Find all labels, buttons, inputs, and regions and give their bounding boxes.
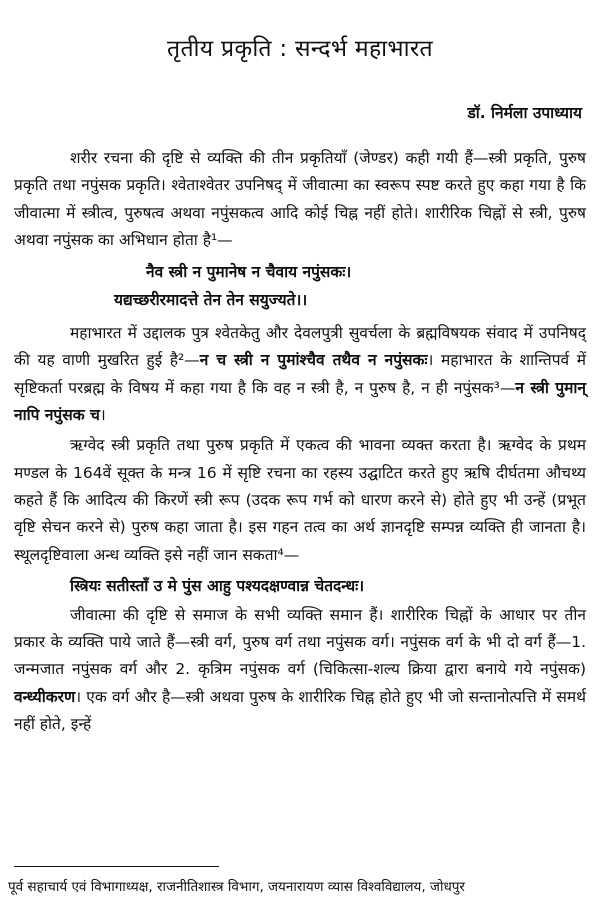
paragraph-2-text-e: ।	[99, 406, 106, 425]
paragraph-2-quote-2: न स्त्री पुमान् नापि नपुंसक च	[14, 378, 587, 425]
paragraph-2-text-c: । महाभारत के शान्तिपर्व में सृष्टिकर्ता परब्रह्म के विषय में कहा गया है कि वह न स्त्री है, न पुरुष है, न ही नपुंसक³—	[14, 351, 586, 397]
paragraph-2-quote-1: न च स्त्री न पुमांश्चैव तथैव न नपुंसकः	[199, 351, 428, 370]
page-title: तृतीय प्रकृति : सन्दर्भ महाभारत	[167, 36, 433, 62]
paragraph-4-text-a: जीवात्मा की दृष्टि से समाज के सभी व्यक्ति समान हैं। शारीरिक चिह्नों के आधार पर तीन प्रकार के व्यक्ति पाये जाते हैं—स्त्री वर्ग, पुरुष वर्ग तथा नपुंसक वर्ग। नपुंसक वर्ग के भी दो वर्ग हैं—1. जन्मजात नपुंसक वर्ग और 2. कृत्रिम नपुंसक वर्ग (चिकित्सा-शल्य क्रिया द्वारा बनाये गये नपुंसक)	[14, 605, 586, 679]
paragraph-4-term: वन्ध्यीकरण	[14, 687, 76, 706]
paragraph-2	[14, 320, 586, 429]
verse-1-line-2: यद्यच्छरीरमादत्ते तेन तेन सयुज्यते।।	[114, 291, 308, 310]
paragraph-4	[14, 602, 586, 738]
paragraph-1: शरीर रचना की दृष्टि से व्यक्ति की तीन प्रकृतियाँ (जेण्डर) कही गयी हैं—स्त्री प्रकृति, पुरुष प्रकृति तथा नपुंसक प्रकृति। श्वेताश्वेतर उपनिषद् में जीवात्मा का स्वरूप स्पष्ट करते हुए कहा गया है कि जीवात्मा में स्त्रीत्व, पुरुषत्व अथवा नपुंसकत्व आदि कोई चिह्न नहीं होते। शारीरिक चिह्नों से स्त्री, पुरुष अथवा नपुंसक का अभिधान होता है¹—	[14, 149, 586, 249]
paragraph-3: ऋग्वेद स्त्री प्रकृति तथा पुरुष प्रकृति में एकत्व की भावना व्यक्त करता है। ऋग्वेद के प्रथम मण्डल के 164वें सूक्त के मन्त्र 16 में सृष्टि रचना का रहस्य उद्घाटित करते हुए ऋषि दीर्घतमा औचथ्य कहते हैं कि आदित्य की किरणें स्त्री रूप (उदक रूप गर्भ को धारण करने से) होते हुए भी उन्हें (प्रभूत वृष्टि सेचन करने से) पुरुष कहा जाता है। इस गहन तत्व का अर्थ ज्ञानदृष्टि सम्पन्न व्यक्ति ही जानता है। स्थूलदृष्टिवाला अन्ध व्यक्ति इसे नहीं जान सकता⁴—	[14, 436, 586, 564]
paragraph-4-text-c: । एक वर्ग और है—स्त्री अथवा पुरुष के शारीरिक चिह्न होते हुए भी जो सन्तानोत्पत्ति में समर्थ नहीं होते, इन्हें	[14, 687, 586, 734]
author-name: डॉ. निर्मला उपाध्याय	[467, 104, 582, 122]
article-body	[14, 145, 586, 741]
footnote: पूर्व सहाचार्य एवं विभागाध्यक्ष, राजनीतिशास्त्र विभाग, जयनारायण व्यास विश्वविद्यालय, जोधपुर	[8, 879, 465, 895]
verse-2: स्त्रियः सतीस्ताँ उ मे पुंस आहु पश्यदक्षण्वान्न चेतदन्धः।	[70, 576, 365, 595]
verse-1-line-1: नैव स्त्री न पुमानेष न चैवाय नपुंसकः।	[146, 263, 352, 282]
footnote-divider	[14, 866, 219, 867]
paragraph-2-text-a: महाभारत में उद्दालक पुत्र श्वेतकेतु और देवलपुत्री सुवर्चला के ब्रह्मविषयक संवाद में उपनिषद् की यह वाणी मुखरित हुई है²—	[14, 324, 586, 370]
